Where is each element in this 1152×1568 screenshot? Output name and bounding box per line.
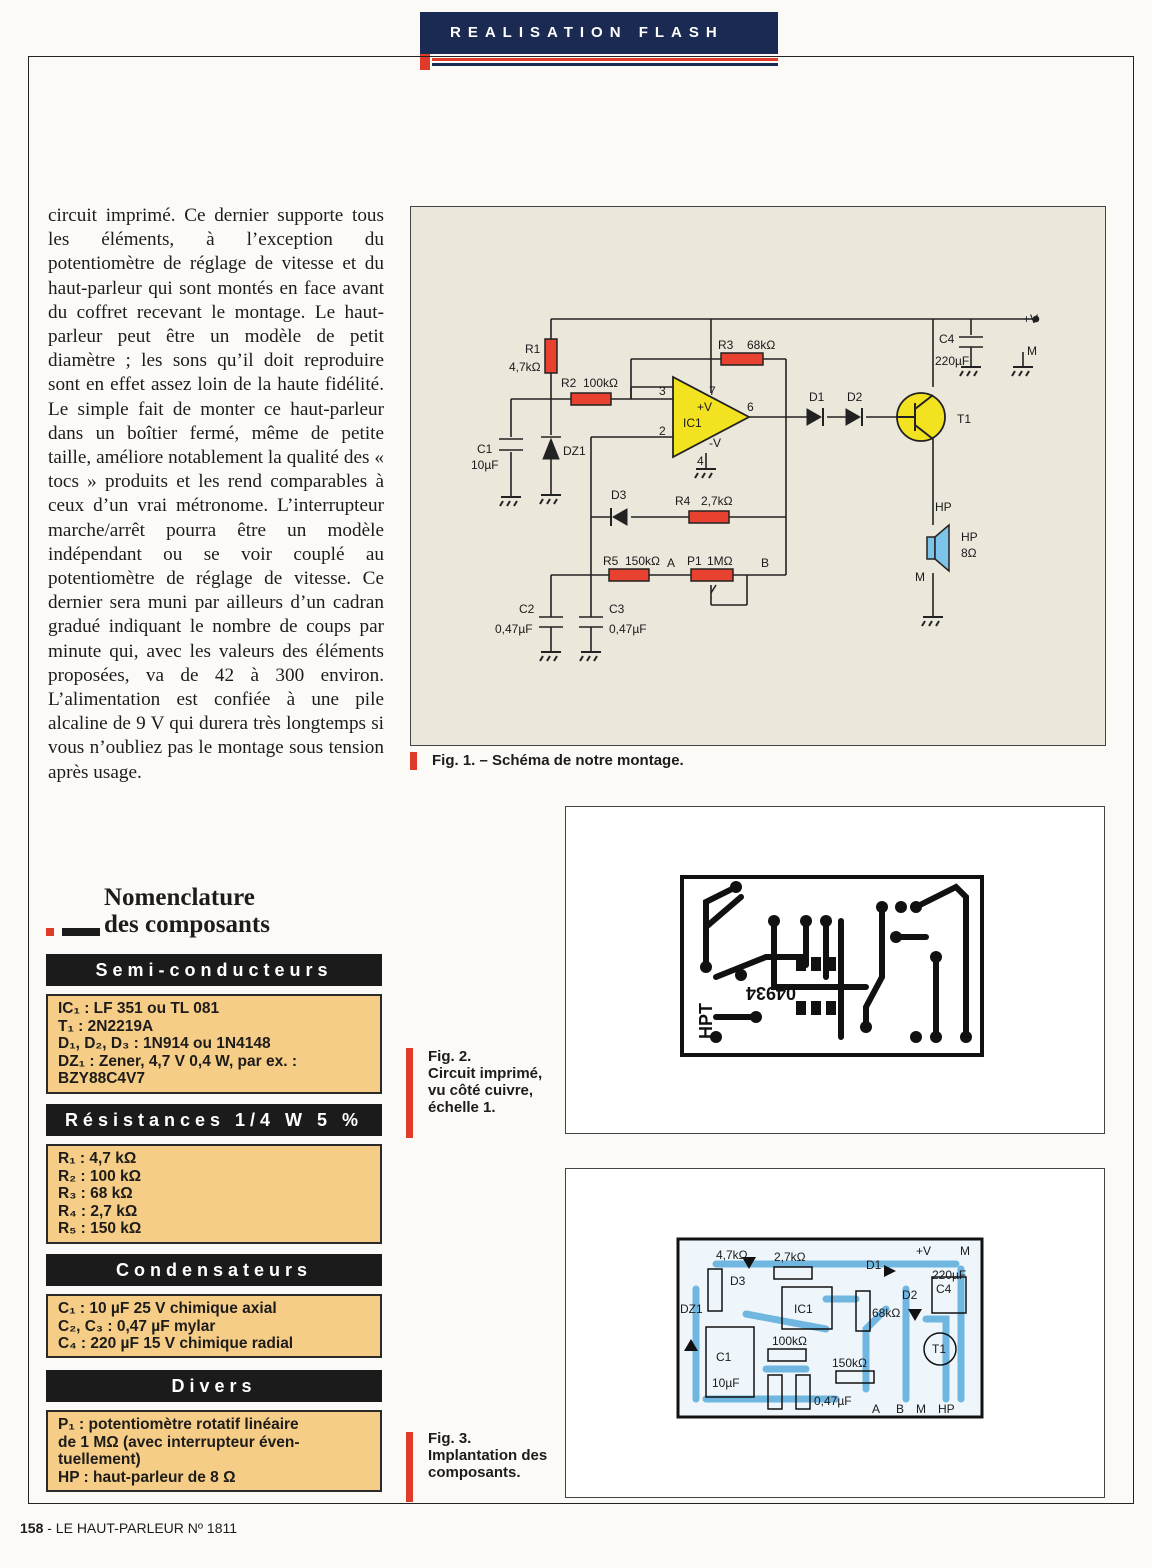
pcb-copper-drawing [566,807,1104,1133]
label-pin7: 7 [709,384,716,398]
publication-name: - LE HAUT-PARLEUR Nº 1811 [47,1520,238,1536]
layout-label-c4: C4 [936,1282,952,1296]
page-number: 158 [20,1520,44,1536]
pcb-mark: HPT [696,1003,716,1039]
layout-label-pm: M [916,1402,926,1416]
label-r5-value: 150kΩ [625,554,660,568]
layout-label-c1: C1 [716,1350,732,1364]
label-node-b: B [761,556,770,570]
label-c3-value: 0,47µF [609,622,647,636]
layout-label-d3: D3 [730,1274,746,1288]
fig2-caption [428,1048,548,1116]
hp-speaker [927,525,949,571]
label-r3: R3 [718,338,734,352]
semiconductors-heading: Semi-conducteurs [46,954,382,986]
fig3-caption [428,1430,552,1481]
list-item: T₁ : 2N2219A [58,1017,154,1035]
list-item: R₅ : 150 kΩ [58,1220,142,1237]
label-c2-value: 0,47µF [495,622,533,636]
label-r1-value: 4,7kΩ [509,360,541,374]
r1-resistor [545,339,557,373]
layout-label-b: B [896,1402,905,1416]
label-m-bottom: M [915,570,925,584]
label-pin2: 2 [659,424,666,438]
label-d3: D3 [611,488,627,502]
fig2-caption-line: Circuit imprimé, vu côté cuivre, [428,1065,543,1099]
label-c1: C1 [477,442,493,456]
label-t1: T1 [957,412,972,426]
label-pin3: 3 [659,384,666,398]
layout-label-vplus: +V [916,1244,932,1258]
list-item: D₁, D₂, D₃ : 1N914 ou 1N4148 [58,1035,271,1052]
fig1-caption: Fig. 1. – Schéma de notre montage. [432,752,684,769]
fig3-caption-line: Implantation des composants. [428,1447,548,1481]
fig3-caption-line: Fig. 3. [428,1430,472,1447]
label-node-a: A [667,556,676,570]
label-r4: R4 [675,494,691,508]
list-item: DZ₁ : Zener, 4,7 V 0,4 W, par ex. : [58,1052,297,1070]
nomenclature-title-line: des composants [104,911,270,938]
r3-resistor [721,353,763,365]
layout-label-d1: D1 [866,1258,882,1272]
list-item: C₄ : 220 µF 15 V chimique radial [58,1335,294,1352]
layout-label-hp: HP [938,1402,955,1416]
semiconductors-list [46,994,382,1094]
pcb-reference: 04934 [745,983,796,1003]
layout-label-c23: 0,47µF [814,1394,852,1408]
layout-label-c4-value: 220µF [932,1268,967,1282]
layout-label-m: M [960,1244,970,1258]
label-c4: C4 [939,332,955,346]
list-item: C₂, C₃ : 0,47 µF mylar [58,1317,216,1335]
label-d2: D2 [847,390,863,404]
section-header: REALISATION FLASH [420,12,778,54]
label-p1-value: 1MΩ [707,554,733,568]
misc-heading: Divers [46,1370,382,1402]
layout-label-r4: 2,7kΩ [774,1250,806,1264]
label-r4-value: 2,7kΩ [701,494,733,508]
label-c2: C2 [519,602,535,616]
title-marker-black [62,928,100,936]
label-r2-value: 100kΩ [583,376,618,390]
list-item: de 1 MΩ (avec interrupteur éven- [58,1433,300,1451]
label-c3: C3 [609,602,625,616]
list-item: IC₁ : LF 351 ou TL 081 [58,1000,220,1017]
list-item: C₁ : 10 µF 25 V chimique axial [58,1300,277,1317]
resistors-heading: Résistances 1/4 W 5 % [46,1104,382,1136]
list-item: tuellement) [58,1451,141,1468]
label-dz1: DZ1 [563,444,586,458]
fig2-caption-line: Fig. 2. [428,1048,472,1065]
capacitors-list [46,1294,382,1358]
caption-marker [406,1048,413,1138]
layout-label-d2: D2 [902,1288,918,1302]
label-pin4: 4 [697,454,704,468]
pcb-copper-figure [565,806,1105,1134]
schematic-figure [410,206,1106,746]
list-item: BZY88C4V7 [58,1070,146,1087]
label-pin6: 6 [747,400,754,414]
nomenclature-title [104,884,270,938]
misc-list [46,1410,382,1492]
layout-label-a: A [872,1402,881,1416]
label-supply-plus: +V [1023,312,1039,326]
article-body-text: circuit imprimé. Ce dernier supporte tous les éléments, à l’exception du potentiomètre de réglage de vitesse et du haut-parleur qui sont montés en face avant du coffret recevant le montage. Le haut-parleur peut être un modèle de petit diamètre ; les sons qu’il doit reproduire sont en effet assez loin de la haute fidélité. Le simple fait de monter ce haut-parleur dans un boîtier fermé, même de petite taille, améliore notablement la qualité des « tocs » produits et les rend comparables à ceux d’un vrai métronome. L’interrupteur marche/arrêt pourra être un modèle indépendant ou se voir couplé au potentiomètre de réglage de vitesse. Ce dernier sera muni par ailleurs d’un cadran gradué indiquant le nombre de coups par minute qui, avec les valeurs des éléments proposées, va de 42 à 300 environ. L’alimentation est confiée à une pile alcaline de 9 V qui durera très longtemps si vous n’oubliez pas le montage sous tension après usage. [48,205,384,783]
label-r5: R5 [603,554,619,568]
list-item: R₁ : 4,7 kΩ [58,1150,137,1167]
nomenclature-title-line: Nomenclature [104,884,255,911]
label-d1: D1 [809,390,825,404]
list-item: HP : haut-parleur de 8 Ω [58,1468,236,1486]
caption-marker [410,752,417,770]
layout-label-r5: 150kΩ [832,1356,867,1370]
list-item: R₄ : 2,7 kΩ [58,1202,138,1220]
r4-resistor [689,511,729,523]
label-p1: P1 [687,554,702,568]
label-m-top: M [1027,344,1037,358]
layout-label-r3: 68kΩ [872,1306,901,1320]
layout-label-dz1: DZ1 [680,1302,703,1316]
list-item: R₃ : 68 kΩ [58,1185,133,1202]
layout-label-ic1: IC1 [794,1302,813,1316]
label-r2: R2 [561,376,577,390]
title-marker-red [46,928,54,936]
label-ic-vplus: +V [697,400,713,414]
list-item: P₁ : potentiomètre rotatif linéaire [58,1416,299,1433]
label-hp: HP [961,530,978,544]
r5-resistor [609,569,649,581]
layout-label-r1: 4,7kΩ [716,1248,748,1262]
label-c1-value: 10µF [471,458,499,472]
r2-resistor [571,393,611,405]
component-layout-figure [565,1168,1105,1498]
page-footer [20,1520,237,1536]
caption-marker [406,1432,413,1502]
list-item: R₂ : 100 kΩ [58,1167,142,1185]
label-hp-node: HP [935,500,952,514]
label-ic1: IC1 [683,416,702,430]
layout-label-c1-value: 10µF [712,1376,740,1390]
label-hp-value: 8Ω [961,546,977,560]
layout-label-t1: T1 [932,1342,947,1356]
label-ic-vminus: -V [709,436,721,450]
label-c4-value: 220µF [935,354,970,368]
fig2-caption-line: échelle 1. [428,1099,496,1116]
resistors-list [46,1144,382,1244]
p1-potentiometer [691,569,733,581]
label-r3-value: 68kΩ [747,338,776,352]
schematic-diagram [411,207,1105,745]
layout-label-r2: 100kΩ [772,1334,807,1348]
capacitors-heading: Condensateurs [46,1254,382,1286]
label-r1: R1 [525,342,541,356]
component-layout-drawing [566,1169,1104,1497]
